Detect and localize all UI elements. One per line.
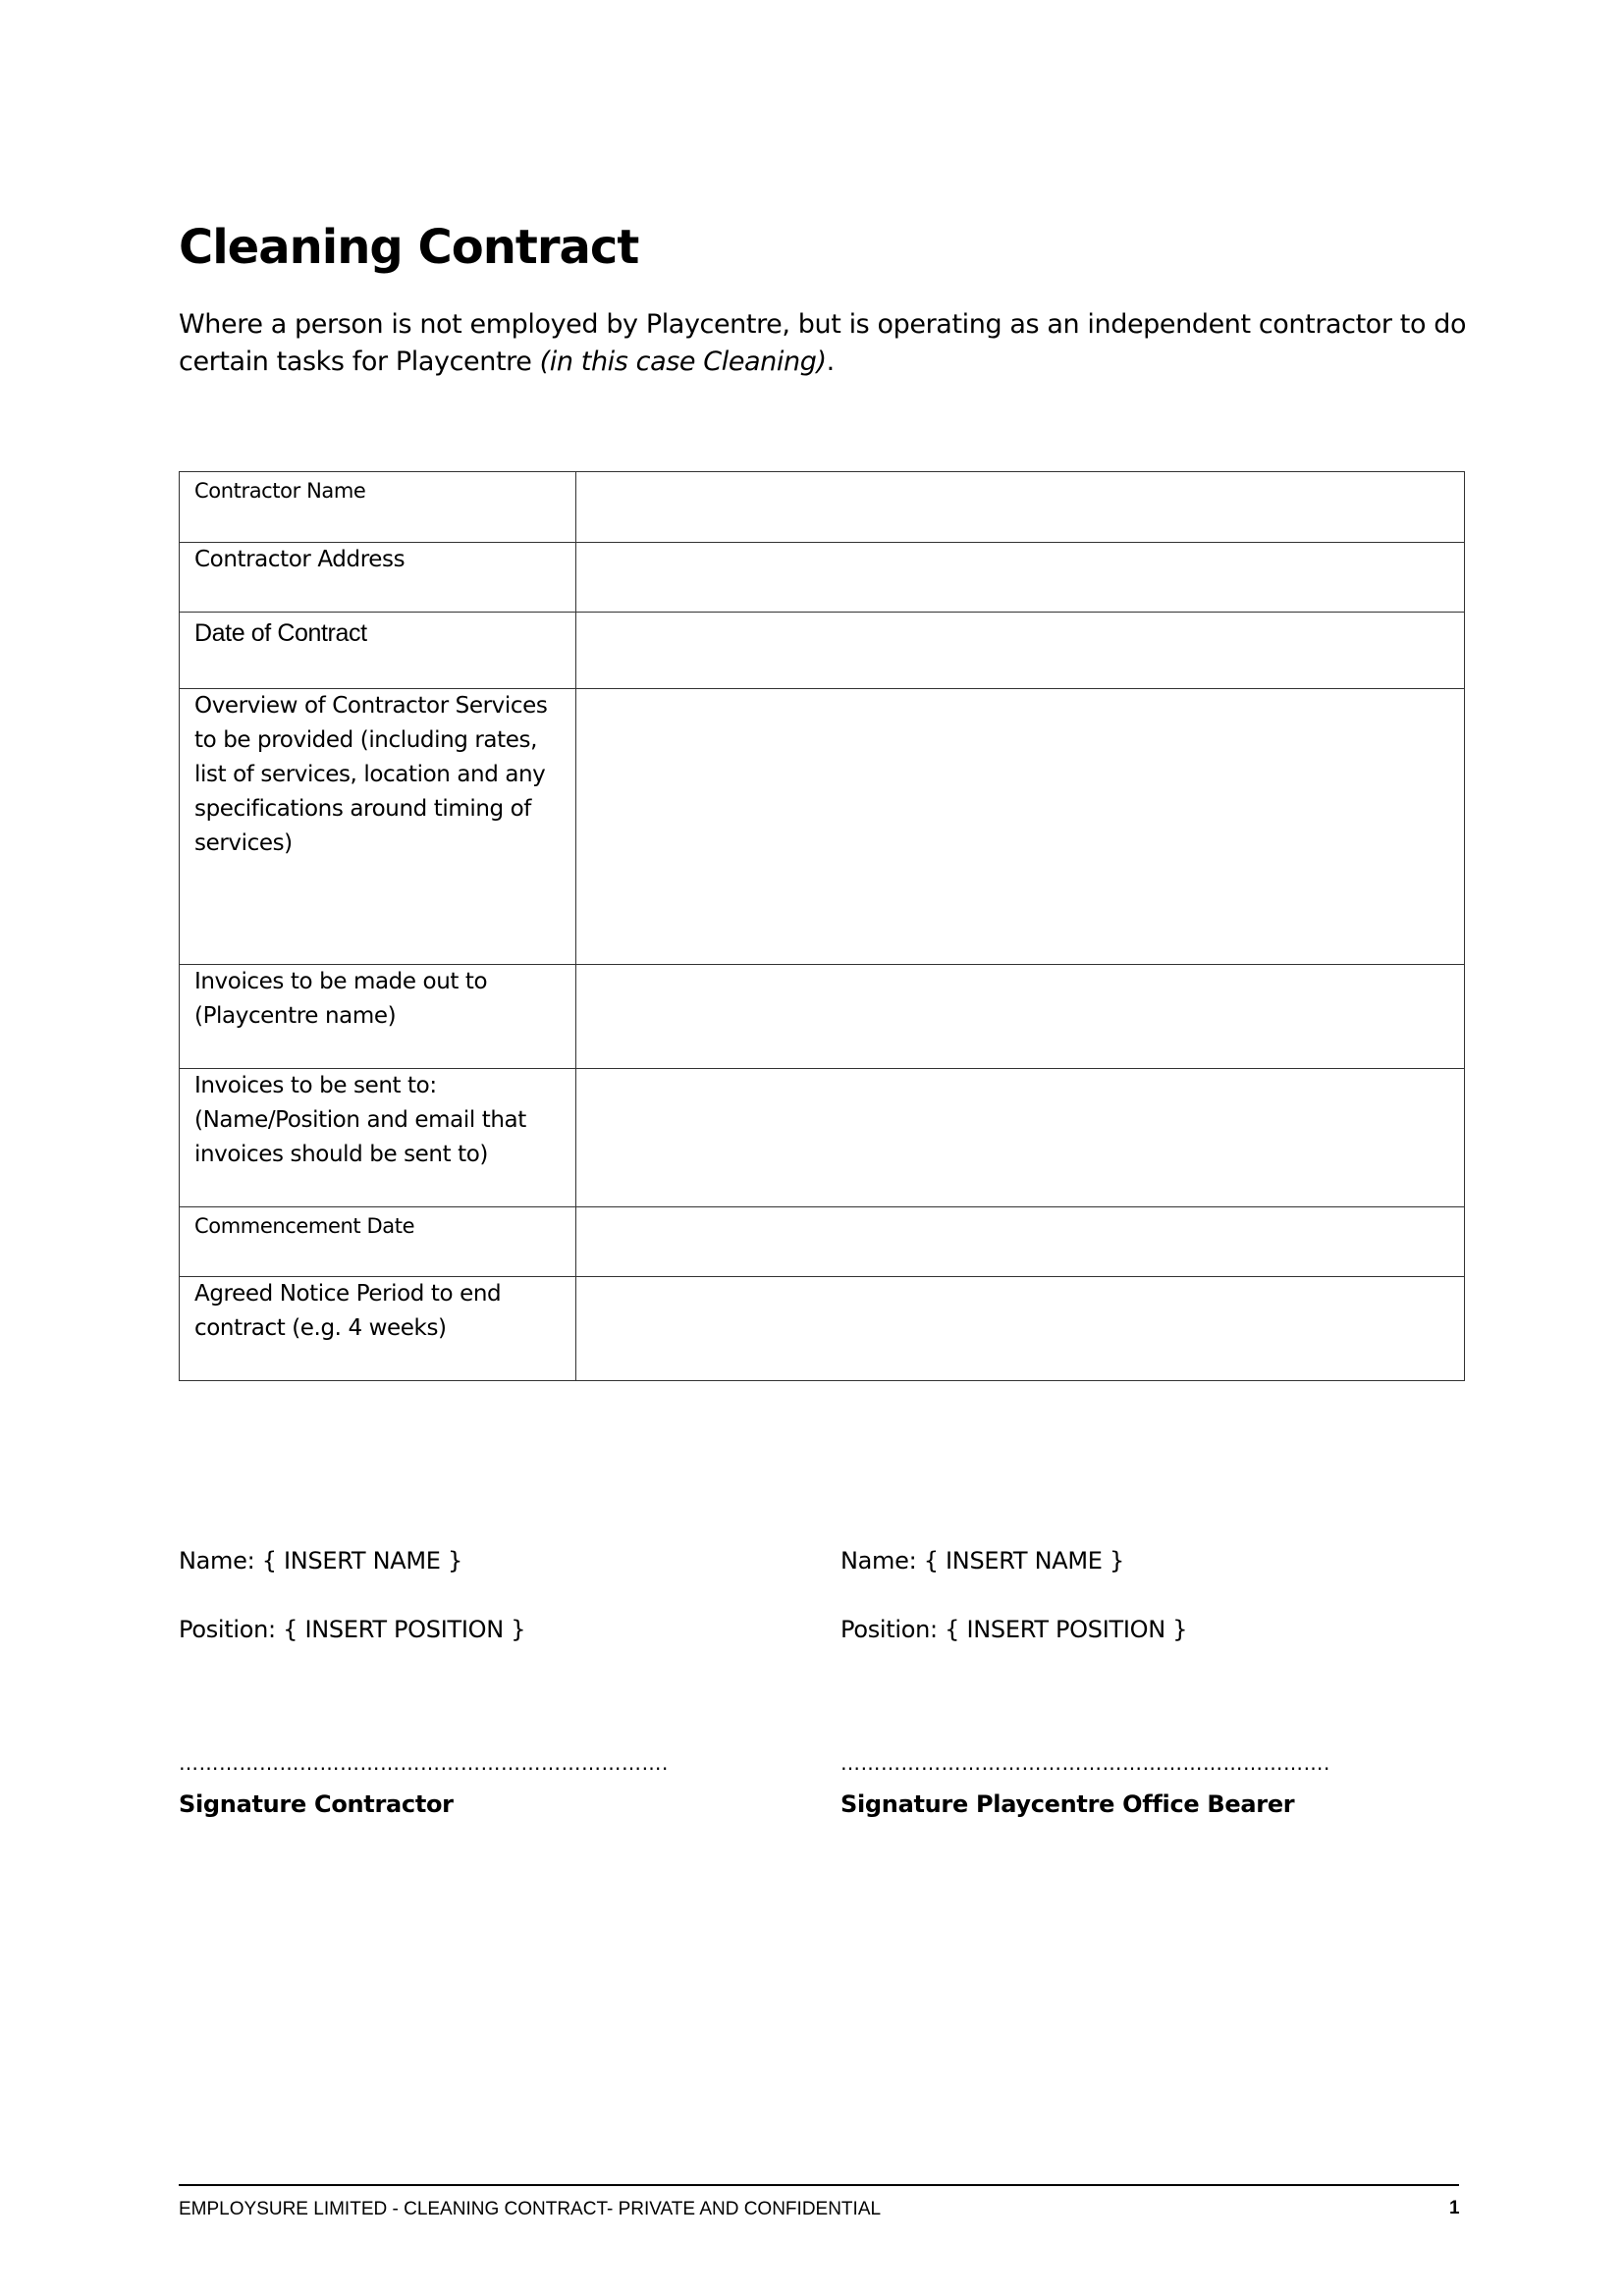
contractor-signature-caption: Signature Contractor [179,1790,454,1818]
invoices-made-out-label: Invoices to be made out to (Playcentre name) [180,965,576,1069]
contractor-name-value[interactable] [576,472,1465,543]
invoices-made-out-value[interactable] [576,965,1465,1069]
footer-divider [179,2184,1459,2186]
table-row-contractor-address [180,543,1465,613]
office-bearer-signature-line[interactable]: ………………………………………………………………. [840,1751,1330,1775]
table-row-contractor-name [180,472,1465,543]
intro-text: Where a person is not employed by Playcentre, but is operating as an independent contractor to do certain tasks for Playcentre [179,309,1467,377]
contractor-address-value[interactable] [576,543,1465,613]
contract-details-table [179,471,1465,1381]
contractor-signature-line[interactable]: ………………………………………………………………. [179,1751,669,1775]
office-bearer-name-line[interactable]: Name: { INSERT NAME } [840,1547,1124,1575]
invoices-sent-to-value[interactable] [576,1069,1465,1207]
commencement-date-value[interactable] [576,1207,1465,1277]
intro-italic-text: (in this case Cleaning) [539,347,827,377]
date-of-contract-label: Date of Contract [180,613,576,689]
table-row-services-overview [180,689,1465,965]
table-row-date-of-contract [180,613,1465,689]
notice-period-value[interactable] [576,1277,1465,1381]
table-row-notice-period [180,1277,1465,1381]
intro-end: . [826,347,835,377]
page-number: 1 [1449,2198,1460,2218]
table-row-invoices-sent-to [180,1069,1465,1207]
commencement-date-label: Commencement Date [180,1207,576,1277]
services-overview-label: Overview of Contractor Services to be provided (including rates, list of services, location and any specifications around timing of services) [180,689,576,965]
office-bearer-position-line[interactable]: Position: { INSERT POSITION } [840,1616,1188,1643]
table-row-invoices-made-out-to [180,965,1465,1069]
services-overview-value[interactable] [576,689,1465,965]
contractor-name-line[interactable]: Name: { INSERT NAME } [179,1547,462,1575]
contractor-address-label: Contractor Address [180,543,576,613]
notice-period-label: Agreed Notice Period to end contract (e.g. 4 weeks) [180,1277,576,1381]
contractor-position-line[interactable]: Position: { INSERT POSITION } [179,1616,526,1643]
office-bearer-signature-caption: Signature Playcentre Office Bearer [840,1790,1295,1818]
table-row-commencement-date [180,1207,1465,1277]
date-of-contract-value[interactable] [576,613,1465,689]
footer-text: EMPLOYSURE LIMITED - CLEANING CONTRACT- PRIVATE AND CONFIDENTIAL [179,2199,882,2219]
document-title: Cleaning Contract [179,220,639,275]
intro-paragraph [179,306,1475,381]
invoices-sent-to-label: Invoices to be sent to: (Name/Position and email that invoices should be sent to) [180,1069,576,1207]
contractor-name-label: Contractor Name [180,472,576,543]
